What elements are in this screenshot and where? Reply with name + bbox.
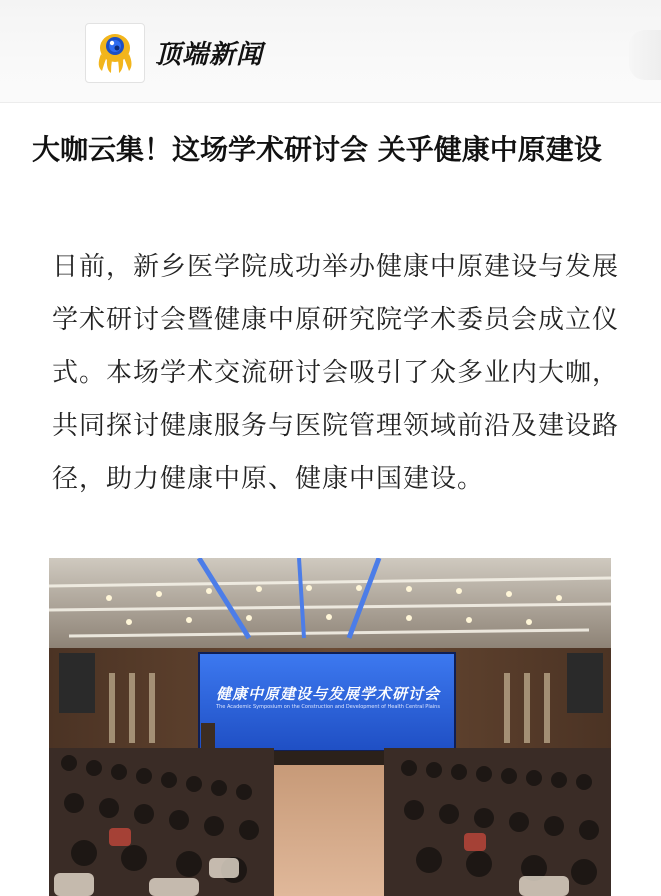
screen-title: 健康中原建设与发展学术研讨会 [215, 685, 440, 703]
brand-name: 顶端新闻 [155, 40, 264, 70]
app-header [0, 0, 661, 103]
article-paragraph: 日前，新乡医学院成功举办健康中原建设与发展学术研讨会暨健康中原研究院学术委员会成立仪式。本场学术交流研讨会吸引了众多业内大咖，共同探讨健康服务与医院管理领域前沿及建设路径，助力健康中原、健康中国建设。 [52, 252, 620, 494]
conference-hall-photo [49, 558, 611, 896]
screen-subtitle: The Academic Symposium on the Construction and Development of Health Central Plains [216, 704, 440, 710]
app-logo[interactable] [85, 23, 145, 83]
octopus-mascot-icon [86, 24, 144, 82]
article-title: 大咖云集！这场学术研讨会 关乎健康中原建设 [32, 133, 602, 166]
conference-photo[interactable] [49, 558, 611, 896]
header-edge-decoration [629, 30, 661, 80]
